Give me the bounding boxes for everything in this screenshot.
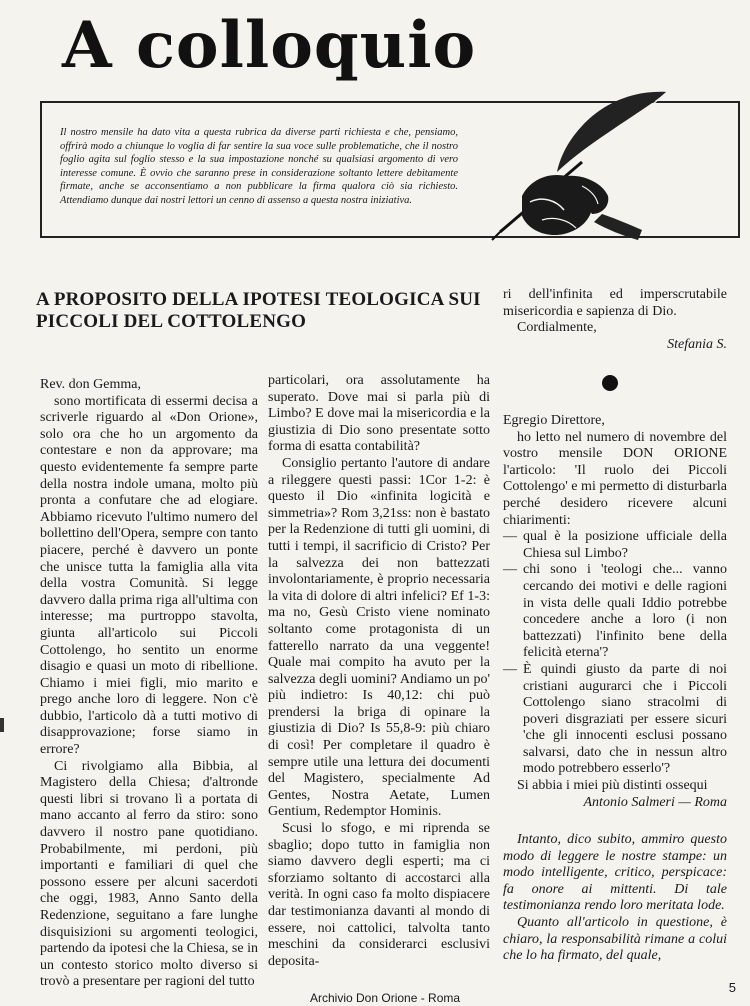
letter1-paragraph: sono mortificata di essermi decisa a scriverle riguardo al «Don Orione», solo ora che ho un argomento da contestare e non da approvare; ma questo evidentemente fa sempre parte della nostra indole umana, molto più pronta a confutare che ad elogiare. Abbiamo ricevuto l'ultimo numero del bollettino dell'Opera, sempre con tanto piacere, perché è davvero un ponte che unisce tutta la famiglia alla vita della vostra Comunità. Si legge davvero dalla prima riga all'ultima con interesse; ma purtroppo stavolta, giunta all'articolo sui Piccoli Cottolengo, ho sentito un enorme disagio e quasi un moto di ribellione. Chiamo i miei figli, mio marito e prego anche loro di leggere. Non c'è dubbio, l'articolo dà a tutti motivo di disapprovazione; forse siamo in errore? (40, 393, 258, 758)
letter2-closing: Si abbia i miei più distinti ossequi (517, 778, 708, 794)
letter1-paragraph: Ci rivolgiamo alla Bibbia, al Magistero della Chiesa; d'altronde questi libri si trovano lì a portata di mano accanto al ferro da stiro: sono davvero il nostro pane quotidiano. Probabilmente, mi perdoni, più importanti e familiari di quel che possono essere per alcuni sacerdoti che oggi, 1983, Anno Santo della Redenzione, seguitano a fare lunghe disquisizioni su argomenti teologici, partendo da ipotesi che la Chiesa, se in un contesto storico molto diverso si trovò a presentare per ragioni del tutto (40, 758, 258, 990)
editor-reply (503, 832, 727, 965)
list-item (503, 529, 727, 562)
archive-footer: Archivio Don Orione - Roma (310, 991, 461, 1005)
quill-hand-illustration (482, 84, 672, 244)
list-item-text: qual è la posizione ufficiale della Chiesa sul Limbo? (523, 529, 727, 561)
dash-mark: — (503, 562, 517, 578)
letter1-paragraph: Scusi lo sfogo, e mi riprenda se sbaglio; dopo tutto in famiglia non siamo davvero degli esperti; ma ci sforziamo soltanto di accostarci alla verità. In ogni caso fa molto dispiacere dar testimonianza davanti al mondo di essere, noi cattolici, talvolta tanto meschini da considerarci esclusivi deposita- (268, 821, 490, 969)
article-headline: A PROPOSITO DELLA IPOTESI TEOLOGICA SUI PICCOLI DEL COTTOLENGO (36, 289, 481, 332)
column-1 (40, 377, 258, 991)
dash-mark: — (503, 529, 517, 545)
letter1-paragraph: particolari, ora assolutamente ha superato. Dove mai si parla più di Limbo? E dove mai la misericordia e la giustizia di Dio sono presentate sotto forma di esatta contabilità? (268, 373, 490, 455)
letter1-signature: Stefania S. (667, 336, 727, 352)
column-2 (268, 373, 490, 970)
column-3-letter2 (503, 413, 727, 811)
reply-paragraph: Intanto, dico subito, ammiro questo modo di leggere le nostre stampe: un modo intelligente, critico, perspicace: fa onore ai mittenti. Di tale testimonianza rendo loro meritata lode. (503, 832, 727, 914)
letter1-closing: Cordialmente, (517, 320, 597, 336)
letter2-signature: Antonio Salmeri — Roma (583, 794, 727, 810)
letter2-salutation: Egregio Direttore, (503, 413, 605, 428)
reply-paragraph: Quanto all'articolo in questione, è chiaro, la responsabilità rimane a colui che lo ha firmato, del quale, (503, 914, 727, 964)
letter1-paragraph: ri dell'infinita ed imperscrutabile misericordia e sapienza di Dio. (503, 287, 727, 319)
letter2-paragraph: ho letto nel numero di novembre del vostro mensile DON ORIONE l'articolo: 'Il ruolo dei Piccoli Cottolengo' e mi permetto di disturbarla perché desidero ricevere alcuni chiarimenti: (503, 429, 727, 528)
list-item (503, 562, 727, 662)
dash-mark: — (503, 661, 517, 677)
page-title: A colloquio (62, 8, 477, 83)
list-item-text: chi sono i 'teologi che... vanno cercando dei motivi e delle ragioni in vista delle quali Iddio potrebbe concedere anche a loro (i non battezzati) l'infinito bene della felicità eterna'? (523, 562, 727, 661)
list-item (503, 662, 727, 778)
margin-mark (0, 718, 4, 732)
separator-bullet (602, 375, 618, 391)
letter1-paragraph: Consiglio pertanto l'autore di andare a rileggere questi passi: 1Cor 1-2: è questo il Dio «infinita logicità e simmetria»? Rom 3,21ss: non è bastato per la Redenzione di tutti gli uomini, di tutti i tempi, il sacrificio di Cristo? Per la salvezza dei non battezzati involontariamente, è proprio necessaria la vita di dolore di altri infelici? Ef 1-3: ma no, Gesù Cristo viene nominato soltanto come protagonista di un fatterello narrato da una veggente! Quale mai compito ha avuto per la salvezza degli uomini? Andiamo un po' più indietro: Is 40,12: chi può prendersi la briga di opinare la giustizia di Dio? Is 55,8-9: più chiaro di così! Per completare il quadro è sempre utile una lettura dei documenti del Magistero, specialmente Ad Gentes, Nostra Aetate, Lumen Gentium, Redemptor Hominis. (268, 455, 490, 820)
intro-text: Il nostro mensile ha dato vita a questa rubrica da diverse parti richiesta e che, pensiamo, offrirà modo a chiunque lo voglia di far sentire la sua voce sulle problematiche, che il nostro foglio agita sul foglio stesso e la sua impostazione nonché su qualsiasi argomento di vero interesse comune. È ovvio che saranno prese in considerazione soltanto lettere debitamente firmate, anche se acconsentiamo a non pubblicare la firma qualora ciò sia richiesto. Attendiamo dunque dai nostri lettori un cenno di assenso a questa nostra iniziativa. (60, 127, 458, 206)
letter1-salutation: Rev. don Gemma, (40, 377, 141, 392)
list-item-text: È quindi giusto da parte di noi cristiani augurarci che i Piccoli Cottolengo siano stracolmi di poveri disgraziati per essere sicuri 'che gli innocenti esclusi possano salvarsi, dato che in nessun altro modo potrebbero esserlo'? (523, 661, 727, 777)
page-number: 5 (728, 980, 736, 995)
column-3-top (503, 287, 727, 353)
